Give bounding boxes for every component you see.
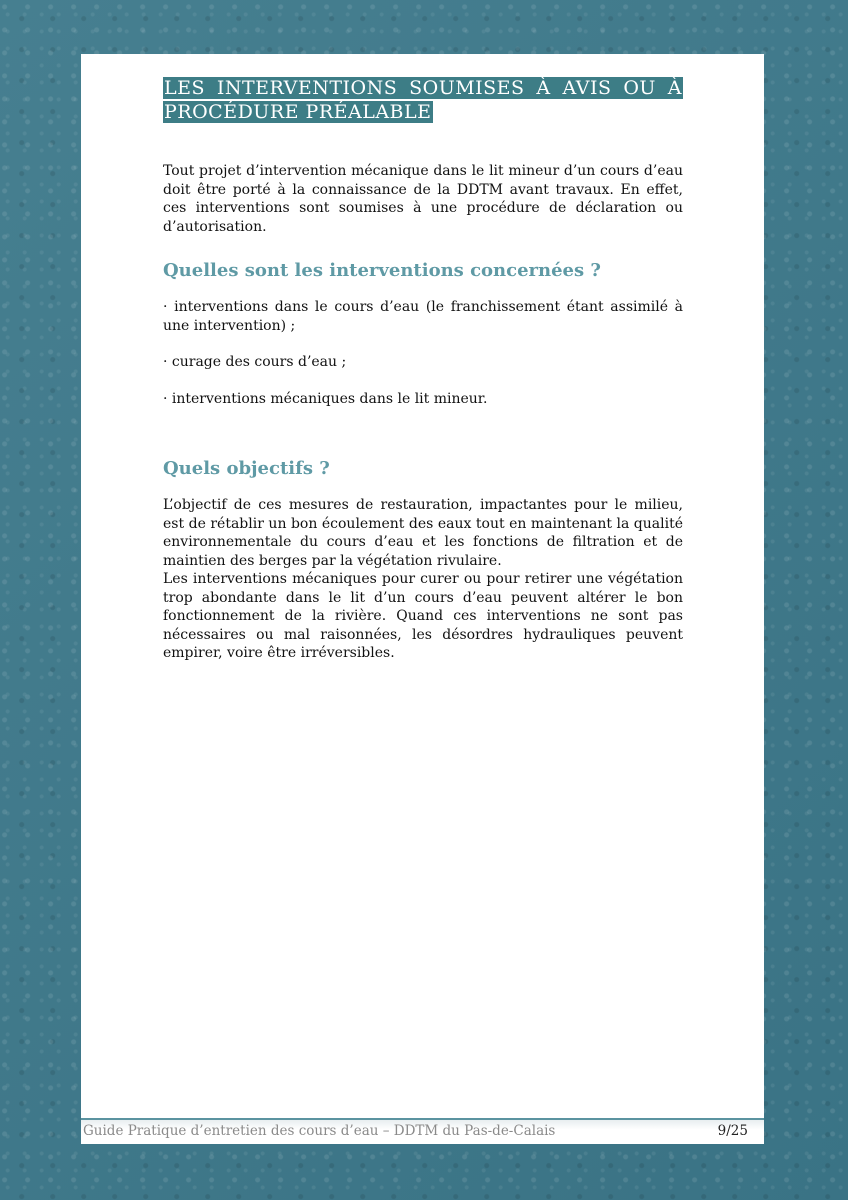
section-heading-objectifs: Quels objectifs ? [163,458,330,479]
list-item: · curage des cours d’eau ; [163,354,347,370]
section-heading-interventions: Quelles sont les interventions concernées ? [163,260,601,281]
intro-paragraph: Tout projet d’intervention mécanique dans le lit mineur d’un cours d’eau doit être porté à la connaissance de la DDTM avant travaux. En effet, ces interventions sont soumises à une procédure de déclaration ou d’autorisation. [163,163,683,235]
list-item: · interventions mécaniques dans le lit mineur. [163,390,488,407]
document-page [81,54,764,1142]
page-footer [81,1118,764,1144]
objectives-paragraph-2: Les interventions mécaniques pour curer ou pour retirer une végétation trop abondante dans le lit d’un cours d’eau peuvent altérer le bon fonctionnement de la rivière. Quand ces interventions ne sont pas nécessaires ou mal raisonnées, les désordres hydrauliques peuvent empirer, voire être irréversibles. [163,571,683,661]
page-number: 9/25 [717,1123,748,1139]
objectives-paragraph: L’objectif de ces mesures de restauration, impactantes pour le milieu, est de rétablir un bon écoulement des eaux tout en maintenant la qualité environnementale du cours d’eau et les fonctions de filtration et de maintien des berges par la végétation rivulaire. [163,497,683,569]
list-item: · interventions dans le cours d’eau (le franchissement étant assimilé à une intervention) ; [163,299,683,334]
page-content [163,76,683,663]
page-title: LES INTERVENTIONS SOUMISES À AVIS OU À PROCÉDURE PRÉALABLE [164,77,682,123]
footer-title: Guide Pratique d’entretien des cours d’eau – DDTM du Pas-de-Calais [83,1123,556,1139]
